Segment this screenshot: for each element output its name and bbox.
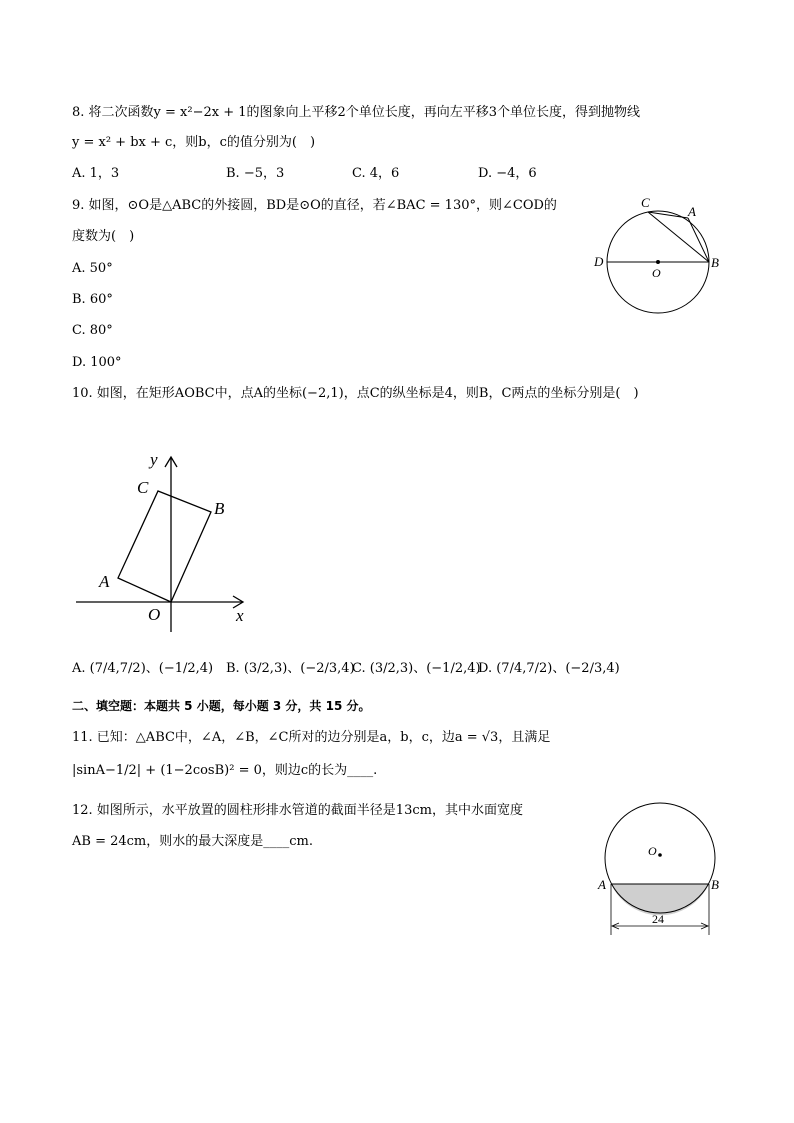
segment-ab	[688, 218, 709, 262]
label-x: x	[236, 606, 244, 625]
section-heading: 二、填空题：本题共 5 小题，每小题 3 分，共 15 分。	[72, 699, 371, 713]
q8-line2: y = x² + bx + c，则b，c的值分别为( )	[72, 135, 316, 150]
label-d: D	[594, 254, 604, 269]
q10-option-b: B. (3/2,3)、(−2/3,4)	[226, 661, 355, 676]
label-b: B	[711, 255, 719, 270]
center-dot	[656, 260, 660, 264]
rectangle-aobc	[118, 491, 211, 602]
q12-line1: 12. 如图所示，水平放置的圆柱形排水管道的截面半径是13cm，其中水面宽度	[72, 803, 523, 818]
q8-option-b: B. −5，3	[226, 166, 285, 181]
label-o: O	[648, 844, 657, 858]
q10-option-d: D. (7/4,7/2)、(−2/3,4)	[478, 661, 620, 676]
q10-option-c: C. (3/2,3)、(−1/2,4)	[352, 661, 481, 676]
q8-option-c: C. 4，6	[352, 166, 400, 181]
label-a: A	[598, 877, 606, 892]
q8-option-d: D. −4，6	[478, 166, 537, 181]
q9-option-c: C. 80°	[72, 323, 113, 338]
label-a: A	[688, 204, 696, 219]
center-dot	[658, 853, 662, 857]
label-c: C	[137, 478, 149, 497]
q9-option-d: D. 100°	[72, 355, 122, 370]
label-a: A	[99, 572, 110, 591]
label-b: B	[711, 877, 719, 892]
q8-line1: 8. 将二次函数y = x²−2x + 1的图象向上平移2个单位长度，再向左平移3个单位长度，得到抛物线	[72, 105, 641, 120]
q10-option-a: A. (7/4,7/2)、(−1/2,4)	[72, 661, 214, 676]
segment-cb	[648, 212, 709, 262]
q12-pipe-figure	[590, 785, 730, 940]
q9-line1: 9. 如图，⊙O是△ABC的外接圆，BD是⊙O的直径，若∠BAC = 130°，则∠COD的	[72, 198, 557, 213]
dimension-label: 24	[652, 912, 664, 926]
q10-line1: 10. 如图，在矩形AOBC中，点A的坐标(−2,1)，点C的纵坐标是4，则B，C两点的坐标分别是( )	[72, 386, 639, 401]
q9-option-b: B. 60°	[72, 292, 113, 307]
q9-line2: 度数为( )	[72, 229, 135, 244]
label-o: O	[148, 605, 161, 624]
q9-option-a: A. 50°	[72, 261, 113, 276]
q11-line1: 11. 已知：△ABC中，∠A，∠B，∠C所对的边分别是a，b，c，边a = √3，且满足	[72, 730, 551, 745]
q12-line2: AB = 24cm，则水的最大深度是____cm.	[72, 834, 313, 849]
label-b: B	[214, 499, 225, 518]
q9-circle-figure	[585, 190, 730, 320]
label-c: C	[641, 195, 650, 210]
q11-line2: |sinA−1/2| + (1−2cosB)² = 0，则边c的长为____.	[72, 763, 378, 778]
q8-option-a: A. 1，3	[72, 166, 120, 181]
label-o: O	[652, 266, 661, 280]
q10-coordinate-figure	[70, 445, 260, 635]
label-y: y	[150, 450, 158, 469]
water-section	[611, 884, 709, 915]
